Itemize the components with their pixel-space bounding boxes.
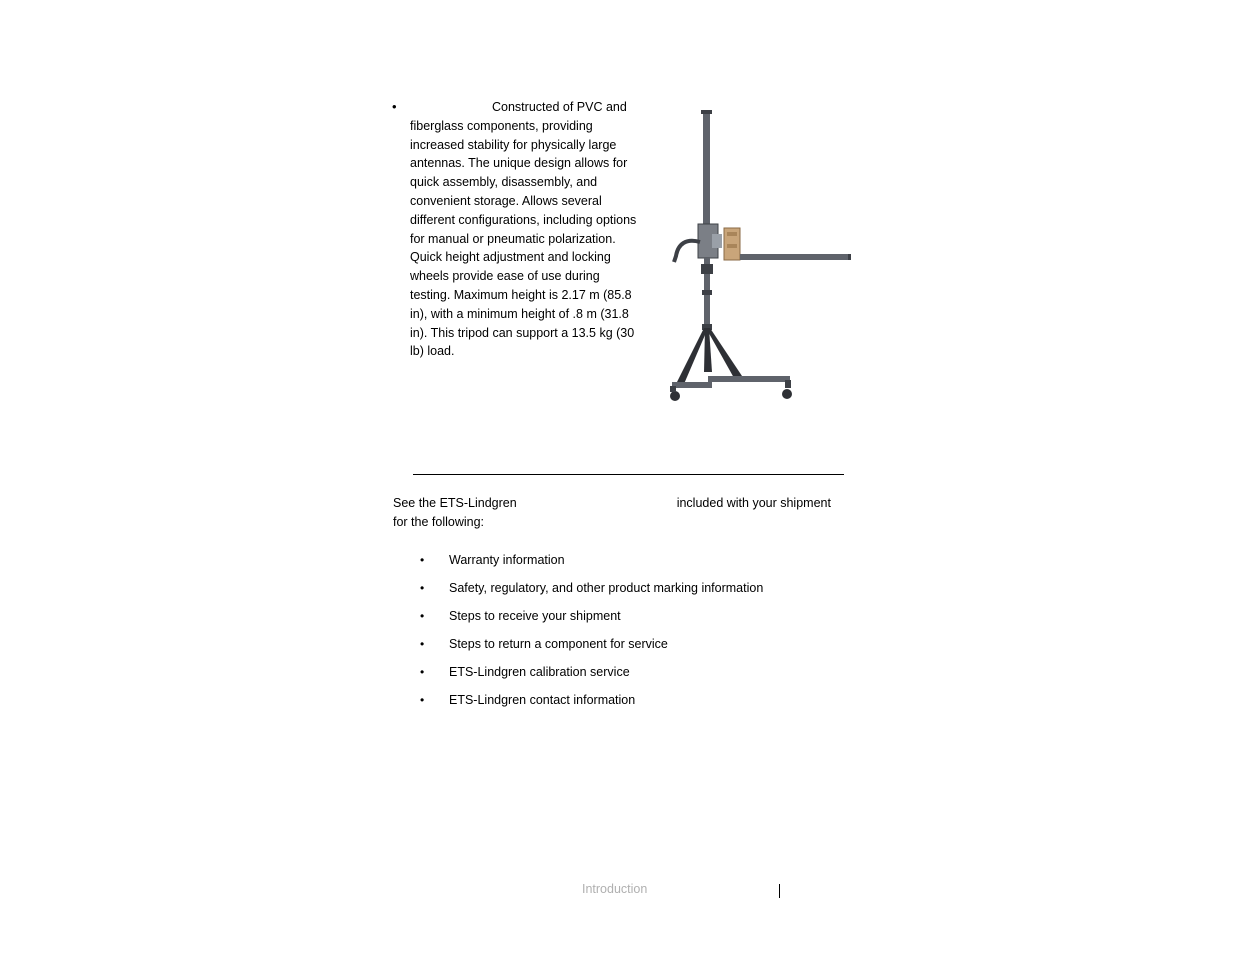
- bullet-marker: •: [420, 581, 425, 595]
- wheel-right: [782, 389, 792, 399]
- footer-separator: [779, 884, 780, 898]
- base-bar-left: [672, 382, 712, 388]
- section-divider: [413, 474, 844, 475]
- bullet-marker: •: [420, 609, 425, 623]
- list-item: • ETS-Lindgren contact information: [420, 690, 763, 718]
- bullet-marker: •: [420, 553, 425, 567]
- bullet-marker: •: [420, 665, 425, 679]
- bullet-marker: •: [420, 693, 425, 707]
- intro-text-part2: included with your shipment for the following:: [393, 496, 831, 529]
- horizontal-boom: [740, 254, 850, 260]
- mast-collar: [701, 264, 713, 274]
- bullet-marker: •: [392, 99, 397, 114]
- list-item: • Steps to receive your shipment: [420, 606, 763, 634]
- mast-upper: [703, 112, 710, 232]
- mast-cap: [701, 110, 712, 114]
- wheel-left: [670, 391, 680, 401]
- intro-paragraph: [393, 494, 843, 532]
- shipment-info-list: [420, 550, 763, 718]
- footer-section-title: Introduction: [582, 882, 648, 896]
- tripod-description: Constructed of PVC and fiberglass components, providing increased stability for physically large antennas. The unique design allows for quick assembly, disassembly, and convenient storage. Allows several different configurations, including options for manual or pneumatic polarization. Quick height adjustment and locking wheels provide ease of use during testing. Maximum height is 2.17 m (85.8 in), with a minimum height of .8 m (31.8 in). This tripod can support a 13.5 kg (30 lb) load.: [410, 100, 637, 359]
- base-bar-right: [708, 376, 790, 382]
- tripod-leg-left: [676, 328, 708, 384]
- list-item: • Steps to return a component for service: [420, 634, 763, 662]
- tripod-photo: [664, 104, 864, 408]
- list-item: • Safety, regulatory, and other product marking information: [420, 578, 763, 606]
- side-handle: [674, 241, 700, 262]
- list-item: • ETS-Lindgren calibration service: [420, 662, 763, 690]
- carriage-knob: [712, 234, 722, 248]
- list-item: • Warranty information: [420, 550, 763, 578]
- bullet-marker: •: [420, 637, 425, 651]
- intro-text-part1: See the ETS-Lindgren: [393, 496, 517, 510]
